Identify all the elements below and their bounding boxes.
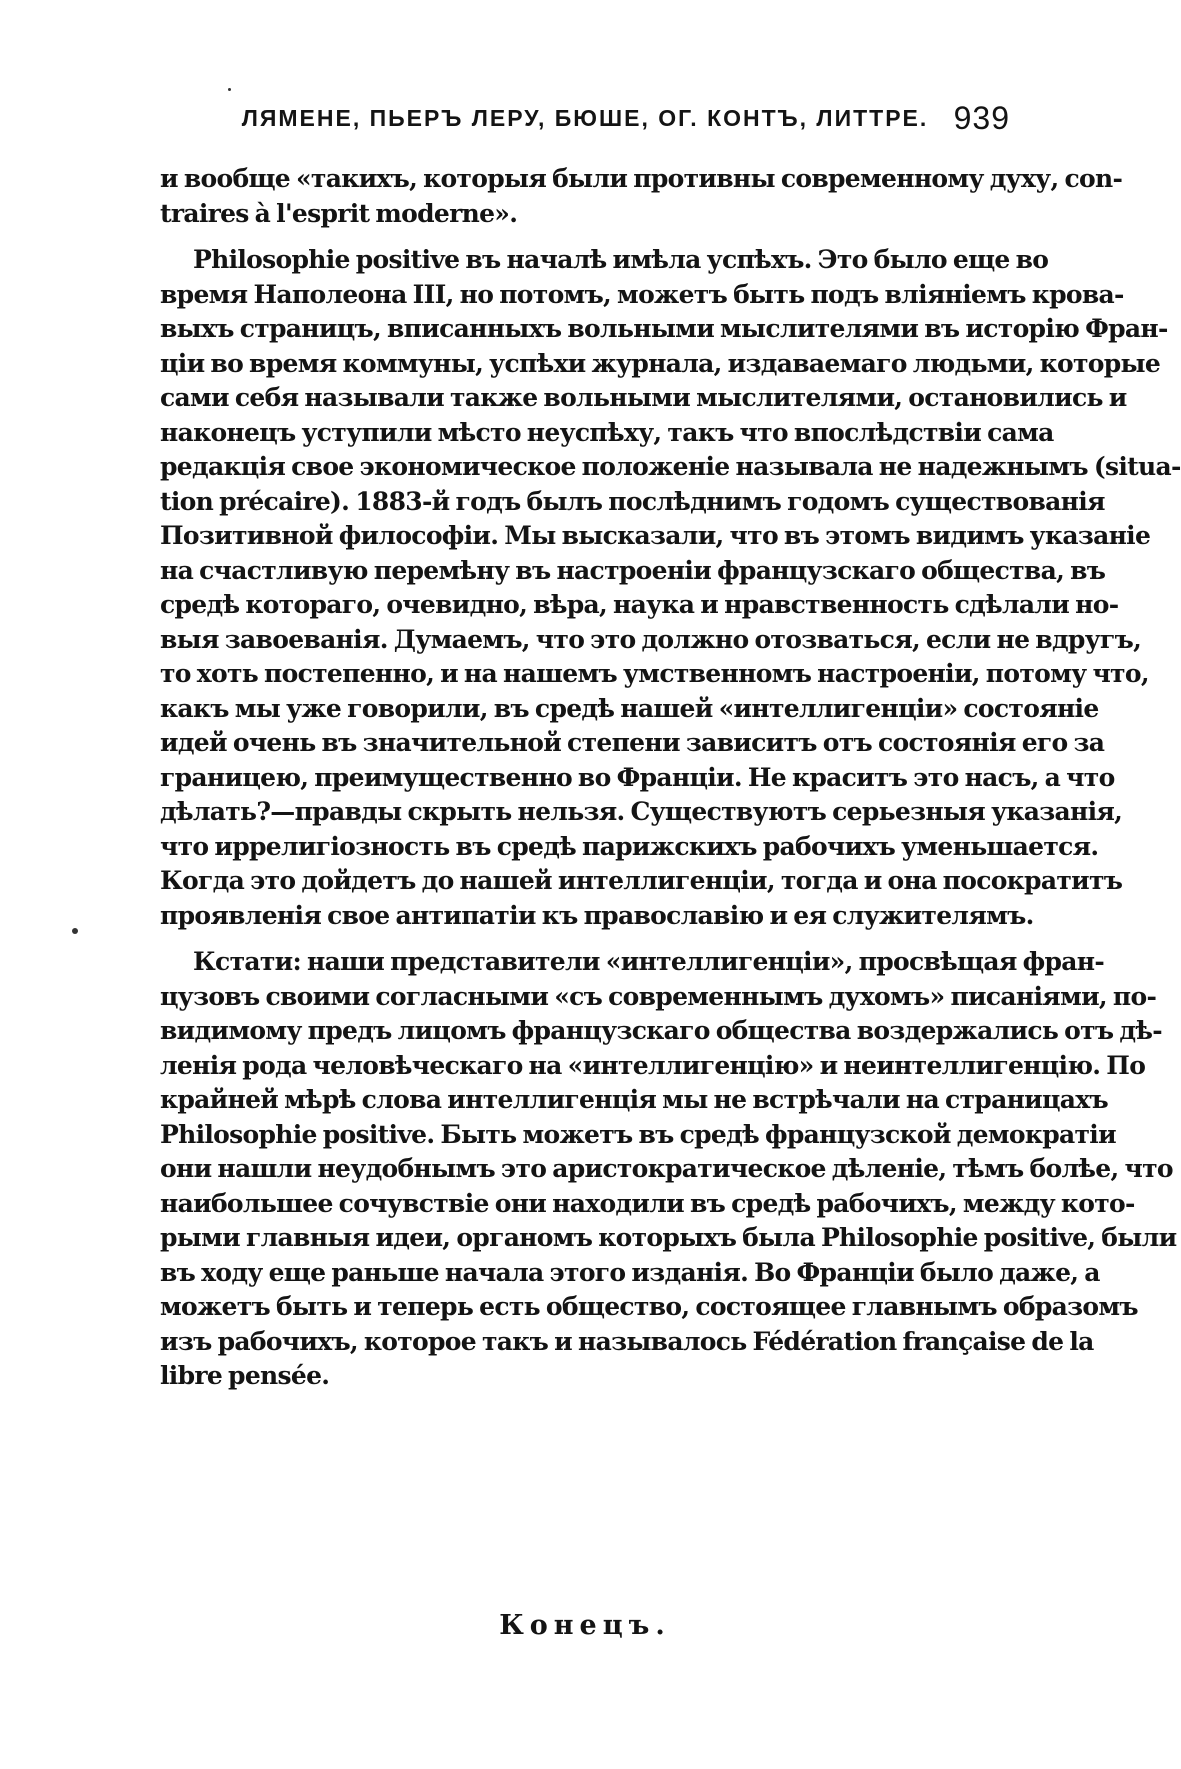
text-line: traires à l'esprit moderne». <box>160 198 518 228</box>
text-line: tion précaire). 1883-й годъ былъ послѣднимъ годомъ существованія <box>160 486 1105 516</box>
text-line: наибольшее сочувствіе они находили въ средѣ рабочихъ, между кото- <box>160 1188 1135 1218</box>
text-line: Кстати: наши представители «интеллигенціи», просвѣщая фран- <box>193 947 1105 976</box>
paragraph-gap <box>160 231 1010 243</box>
running-head <box>160 100 1010 140</box>
text-line: крайней мѣрѣ слова интеллигенція мы не встрѣчали на страницахъ <box>160 1085 1108 1114</box>
text-line: проявленія свое антипатіи къ православію и ея служителямъ. <box>160 900 1034 930</box>
text-line: изъ рабочихъ, которое такъ и называлось Fédération française de la <box>160 1326 1094 1356</box>
running-title: ЛЯМЕНЕ, ПЬЕРЪ ЛЕРУ, БЮШЕ, ОГ. КОНТЪ, ЛИТТРЕ. <box>241 105 929 131</box>
text-line: средѣ котораго, очевидно, вѣра, наука и нравственность сдѣлали но- <box>160 590 1119 619</box>
text-line: наконецъ уступили мѣсто неуспѣху, такъ что впослѣдствіи сама <box>160 417 1054 447</box>
text-line: libre pensée. <box>160 1361 330 1390</box>
print-speck <box>228 88 231 91</box>
paragraph <box>160 945 1177 1394</box>
text-line: время Наполеона III, но потомъ, можетъ быть подъ вліяніемъ крова- <box>160 279 1124 309</box>
paragraph <box>160 243 1181 933</box>
paragraph <box>160 162 1123 231</box>
text-line: то хоть постепенно, и на нашемъ умственномъ настроеніи, потому что, <box>160 659 1149 688</box>
text-line: ціи во время коммуны, успѣхи журнала, издаваемаго людьми, которые <box>160 348 1161 378</box>
text-line: выхъ страницъ, вписанныхъ вольными мыслителями въ исторію Фран- <box>160 314 1168 343</box>
text-line: Позитивной философіи. Мы высказали, что въ этомъ видимъ указаніе <box>160 521 1151 550</box>
text-line: Когда это дойдетъ до нашей интеллигенціи, тогда и она посократитъ <box>160 866 1123 895</box>
text-line: можетъ быть и теперь есть общество, состоящее главнымъ образомъ <box>160 1292 1138 1321</box>
text-line: они нашли неудобнымъ это аристократическое дѣленіе, тѣмъ болѣе, что <box>160 1154 1173 1183</box>
text-line: границею, преимущественно во Франціи. Не краситъ это насъ, а что <box>160 762 1115 792</box>
body-text <box>160 162 1181 1394</box>
text-line: дѣлать?—правды скрыть нельзя. Существуютъ серьезныя указанія, <box>160 797 1123 826</box>
ending-word: Конецъ. <box>499 1610 671 1641</box>
text-line: на счастливую перемѣну въ настроеніи французскаго общества, въ <box>160 555 1106 585</box>
text-line: и вообще «такихъ, которыя были противны современному духу, con- <box>160 164 1123 193</box>
text-line: какъ мы уже говорили, въ средѣ нашей «интеллигенціи» состояніе <box>160 693 1099 723</box>
text-line: цузовъ своими согласными «съ современнымъ духомъ» писаніями, по- <box>160 981 1157 1011</box>
print-speck <box>72 928 78 934</box>
text-line: Philosophie positive въ началѣ имѣла успѣхъ. Это было еще во <box>193 245 1049 274</box>
text-line: сами себя называли также вольными мыслителями, остановились и <box>160 383 1127 412</box>
text-line: идей очень въ значительной степени зависитъ отъ состоянія его за <box>160 728 1105 757</box>
text-line: въ ходу еще раньше начала этого изданія. Во Франціи было даже, а <box>160 1257 1100 1287</box>
text-line: редакція свое экономическое положеніе называла не надежнымъ (situa- <box>160 452 1181 481</box>
page-number: 939 <box>953 100 1010 136</box>
paragraph-gap <box>160 933 1010 945</box>
text-line: видимому предъ лицомъ французскаго общества воздержались отъ дѣ- <box>160 1016 1162 1045</box>
text-line: ленія рода человѣческаго на «интеллигенцію» и неинтеллигенцію. По <box>160 1050 1146 1080</box>
text-line: что иррелигіозность въ средѣ парижскихъ рабочихъ уменьшается. <box>160 831 1099 861</box>
text-line: Philosophie positive. Быть можетъ въ средѣ французской демократіи <box>160 1119 1116 1149</box>
text-line: выя завоеванія. Думаемъ, что это должно отозваться, если не вдругъ, <box>160 624 1142 654</box>
text-line: рыми главныя идеи, органомъ которыхъ была Philosophie positive, были <box>160 1223 1177 1252</box>
